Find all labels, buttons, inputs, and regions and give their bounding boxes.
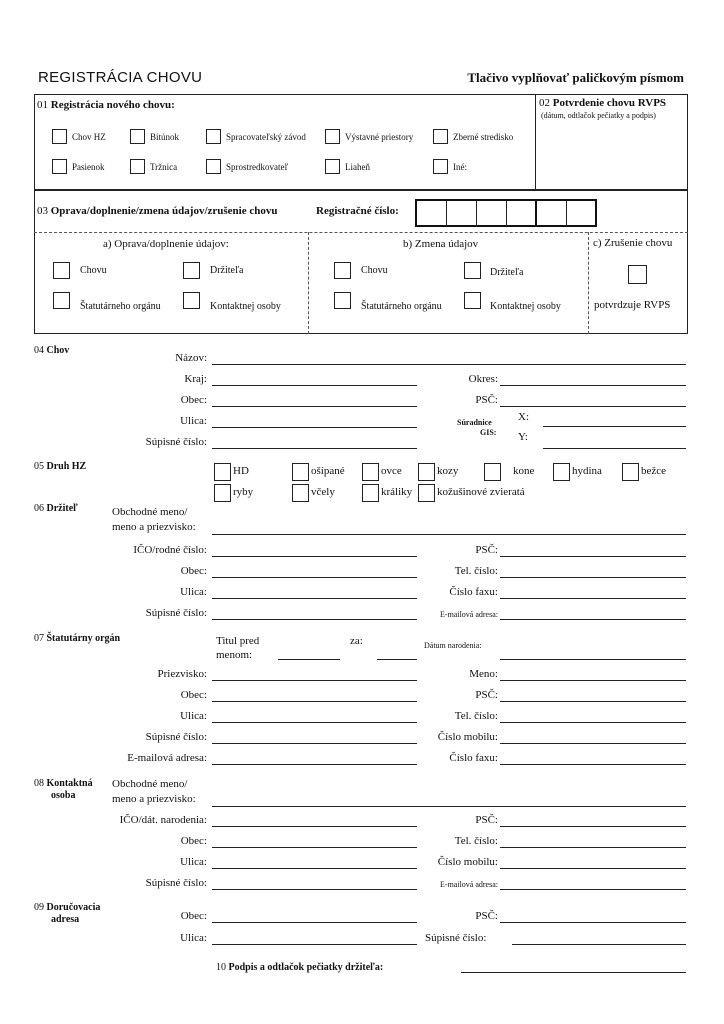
stat-supisne-field[interactable] bbox=[212, 743, 417, 744]
okres-label: Okres: bbox=[468, 373, 498, 385]
dorucovacia-psc-label: PSČ: bbox=[475, 910, 498, 922]
datum-narodenia-label: Dátum narodenia: bbox=[424, 641, 482, 650]
section-title: Držiteľ bbox=[46, 503, 78, 514]
titul-za-label: za: bbox=[350, 635, 363, 647]
kontakt-mobil-label: Číslo mobilu: bbox=[437, 856, 498, 868]
dorucovacia-supisne-field[interactable] bbox=[512, 944, 686, 945]
stat-obec-label: Obec: bbox=[180, 689, 207, 701]
section-number: 05 bbox=[34, 461, 44, 472]
a-kontaktnej-checkbox[interactable] bbox=[183, 292, 200, 309]
ryby-checkbox[interactable] bbox=[214, 484, 231, 502]
drzitel-tel-field[interactable] bbox=[500, 577, 686, 578]
form-title: REGISTRÁCIA CHOVU bbox=[38, 69, 203, 86]
section-10-heading bbox=[216, 963, 383, 973]
supisne-field[interactable] bbox=[212, 448, 417, 449]
stat-ulica-field[interactable] bbox=[212, 722, 417, 723]
sprostredkovatel-checkbox[interactable] bbox=[206, 159, 221, 174]
stat-meno-field[interactable] bbox=[500, 680, 686, 681]
section-01-heading bbox=[37, 100, 175, 111]
drzitel-ico-label: IČO/rodné číslo: bbox=[133, 544, 207, 556]
form-instruction: Tlačivo vyplňovať paličkovým písmom bbox=[467, 70, 684, 85]
a-chovu-label: Chovu bbox=[80, 265, 107, 276]
dorucovacia-ulica-field[interactable] bbox=[212, 944, 417, 945]
nazov-field[interactable] bbox=[212, 364, 686, 365]
section-number: 01 bbox=[37, 99, 48, 111]
b-statutarneho-label: Štatutárneho orgánu bbox=[361, 301, 442, 312]
ulica-field[interactable] bbox=[212, 427, 417, 428]
stat-psc-label: PSČ: bbox=[475, 689, 498, 701]
section-02-note: (dátum, odtlačok pečiatky a podpis) bbox=[541, 111, 656, 120]
section-divider bbox=[535, 94, 536, 190]
stat-priezvisko-label: Priezvisko: bbox=[157, 668, 207, 680]
liahen-label: Liaheň bbox=[345, 162, 370, 172]
kontakt-obec-label: Obec: bbox=[180, 835, 207, 847]
kone-checkbox[interactable] bbox=[484, 463, 501, 481]
section-09-heading bbox=[34, 903, 100, 913]
stat-obec-field[interactable] bbox=[212, 701, 417, 702]
podpis-field[interactable] bbox=[461, 972, 686, 973]
stat-tel-label: Tel. číslo: bbox=[454, 710, 498, 722]
chov-hz-label: Chov HZ bbox=[72, 132, 106, 142]
section-title: Druh HZ bbox=[46, 461, 87, 472]
drzitel-obec-label: Obec: bbox=[180, 565, 207, 577]
section-09-title-2: adresa bbox=[51, 914, 80, 925]
drzitel-fax-field[interactable] bbox=[500, 598, 686, 599]
section-06-heading bbox=[34, 504, 78, 514]
gis-x-field[interactable] bbox=[543, 426, 686, 427]
section-03-heading bbox=[37, 206, 278, 217]
kraliky-label: králiky bbox=[381, 486, 413, 498]
kontakt-supisne-field[interactable] bbox=[212, 889, 417, 890]
titul-label: Titul pred bbox=[216, 635, 260, 647]
ryby-label: ryby bbox=[233, 486, 254, 498]
hydina-label: hydina bbox=[572, 465, 602, 477]
kontakt-obch-label: Obchodné meno/ bbox=[112, 778, 188, 790]
kontakt-supisne-label: Súpisné číslo: bbox=[145, 877, 207, 889]
section-number: 06 bbox=[34, 503, 44, 514]
section-number: 04 bbox=[34, 345, 44, 356]
vystavne-priestory-checkbox[interactable] bbox=[325, 129, 340, 144]
section-title: Registrácia nového chovu: bbox=[50, 99, 175, 111]
section-08-heading bbox=[34, 779, 93, 789]
stat-email-label: E-mailová adresa: bbox=[127, 752, 207, 764]
stat-mobil-label: Číslo mobilu: bbox=[437, 731, 498, 743]
kozy-checkbox[interactable] bbox=[418, 463, 435, 481]
obec-label: Obec: bbox=[180, 394, 207, 406]
kontakt-email-label: E-mailová adresa: bbox=[440, 880, 498, 889]
b-kontaktnej-checkbox[interactable] bbox=[464, 292, 481, 309]
drzitel-ulica-label: Ulica: bbox=[180, 586, 207, 598]
zberne-stredisko-label: Zberné stredisko bbox=[453, 132, 514, 142]
stat-ulica-label: Ulica: bbox=[180, 710, 207, 722]
section-title: Doručovacia bbox=[46, 902, 101, 913]
kone-label: kone bbox=[513, 465, 535, 477]
bitunok-label: Bitúnok bbox=[150, 132, 180, 142]
kraj-label: Kraj: bbox=[184, 373, 207, 385]
drzitel-supisne-label: Súpisné číslo: bbox=[145, 607, 207, 619]
drzitel-tel-label: Tel. číslo: bbox=[454, 565, 498, 577]
stat-tel-field[interactable] bbox=[500, 722, 686, 723]
dorucovacia-psc-field[interactable] bbox=[500, 922, 686, 923]
stat-priezvisko-field[interactable] bbox=[212, 680, 417, 681]
spracovatelsky-zavod-checkbox[interactable] bbox=[206, 129, 221, 144]
a-chovu-checkbox[interactable] bbox=[53, 262, 70, 279]
drzitel-name-field[interactable] bbox=[212, 534, 686, 535]
bitunok-checkbox[interactable] bbox=[130, 129, 145, 144]
section-number: 07 bbox=[34, 633, 44, 644]
section-title: Potvrdenie chovu RVPS bbox=[552, 97, 667, 109]
dorucovacia-ulica-label: Ulica: bbox=[180, 932, 207, 944]
section-number: 08 bbox=[34, 778, 44, 789]
drzitel-obec-field[interactable] bbox=[212, 577, 417, 578]
psc-label: PSČ: bbox=[475, 394, 498, 406]
gis-y-field[interactable] bbox=[543, 448, 686, 449]
b-statutarneho-checkbox[interactable] bbox=[334, 292, 351, 309]
kontakt-psc-field[interactable] bbox=[500, 826, 686, 827]
nazov-label: Názov: bbox=[175, 352, 207, 364]
vcely-checkbox[interactable] bbox=[292, 484, 309, 502]
ovce-label: ovce bbox=[381, 465, 402, 477]
section-title: Chov bbox=[46, 345, 70, 356]
section-title: Oprava/doplnenie/zmena údajov/zrušenie chovu bbox=[50, 205, 278, 217]
section-02-heading bbox=[539, 98, 666, 109]
stat-fax-label: Číslo faxu: bbox=[449, 752, 498, 764]
kontakt-ico-label: IČO/dát. narodenia: bbox=[119, 814, 207, 826]
kontakt-obec-field[interactable] bbox=[212, 847, 417, 848]
titul-label-2: menom: bbox=[216, 649, 253, 661]
kontakt-ulica-label: Ulica: bbox=[180, 856, 207, 868]
section-title: Podpis a odtlačok pečiatky držiteľa: bbox=[228, 962, 384, 973]
c-note: potvrdzuje RVPS bbox=[594, 299, 671, 311]
supisne-label: Súpisné číslo: bbox=[145, 436, 207, 448]
obec-field[interactable] bbox=[212, 406, 417, 407]
kontakt-name-field[interactable] bbox=[212, 806, 686, 807]
osipane-label: ošípané bbox=[311, 465, 345, 477]
gis-label-2: GIS: bbox=[480, 428, 497, 437]
a-statutarneho-checkbox[interactable] bbox=[53, 292, 70, 309]
drzitel-email-label: E-mailová adresa: bbox=[440, 610, 498, 619]
subsection-a-title: a) Oprava/doplnenie údajov: bbox=[103, 238, 229, 250]
section-04-heading bbox=[34, 346, 69, 356]
section-number: 10 bbox=[216, 962, 226, 973]
stat-supisne-label: Súpisné číslo: bbox=[145, 731, 207, 743]
kontakt-psc-label: PSČ: bbox=[475, 814, 498, 826]
dorucovacia-obec-field[interactable] bbox=[212, 922, 417, 923]
drzitel-obch-label-2: meno a priezvisko: bbox=[112, 521, 196, 533]
drzitel-email-field[interactable] bbox=[500, 619, 686, 620]
spracovatelsky-zavod-label: Spracovateľský závod bbox=[226, 132, 306, 142]
dorucovacia-obec-label: Obec: bbox=[180, 910, 207, 922]
drzitel-psc-label: PSČ: bbox=[475, 544, 498, 556]
drzitel-obch-label: Obchodné meno/ bbox=[112, 506, 188, 518]
kozusinove-label: kožušinové zvieratá bbox=[437, 486, 525, 498]
reg-number-field[interactable] bbox=[415, 199, 597, 227]
datum-narodenia-field[interactable] bbox=[500, 659, 686, 660]
ine-checkbox[interactable] bbox=[433, 159, 448, 174]
kontakt-mobil-field[interactable] bbox=[500, 868, 686, 869]
section-number: 09 bbox=[34, 902, 44, 913]
pasienok-label: Pasienok bbox=[72, 162, 105, 172]
gis-y-label: Y: bbox=[518, 431, 528, 443]
drzitel-fax-label: Číslo faxu: bbox=[449, 586, 498, 598]
titul-pred-field[interactable] bbox=[278, 659, 340, 660]
b-drzitela-label: Držiteľa bbox=[490, 267, 524, 278]
reg-number-label: Registračné číslo: bbox=[316, 205, 399, 217]
ulica-label: Ulica: bbox=[180, 415, 207, 427]
section-07-heading bbox=[34, 634, 120, 644]
section-03-dash bbox=[34, 232, 688, 233]
stat-fax-field[interactable] bbox=[500, 764, 686, 765]
subsection-b-title: b) Zmena údajov bbox=[403, 238, 479, 250]
liahen-checkbox[interactable] bbox=[325, 159, 340, 174]
stat-meno-label: Meno: bbox=[469, 668, 498, 680]
hd-label: HD bbox=[233, 465, 249, 477]
drzitel-psc-field[interactable] bbox=[500, 556, 686, 557]
zberne-stredisko-checkbox[interactable] bbox=[433, 129, 448, 144]
a-drzitela-checkbox[interactable] bbox=[183, 262, 200, 279]
b-chovu-checkbox[interactable] bbox=[334, 262, 351, 279]
drzitel-supisne-field[interactable] bbox=[212, 619, 417, 620]
sprostredkovatel-label: Sprostredkovateľ bbox=[226, 162, 289, 172]
psc-field[interactable] bbox=[500, 406, 686, 407]
a-kontaktnej-label: Kontaktnej osoby bbox=[210, 301, 281, 312]
b-drzitela-checkbox[interactable] bbox=[464, 262, 481, 279]
vcely-label: včely bbox=[311, 486, 335, 498]
bezce-label: bežce bbox=[641, 465, 667, 477]
section-03-vdash-1 bbox=[308, 232, 309, 334]
drzitel-ico-field[interactable] bbox=[212, 556, 417, 557]
hd-checkbox[interactable] bbox=[214, 463, 231, 481]
kraj-field[interactable] bbox=[212, 385, 417, 386]
kozy-label: kozy bbox=[437, 465, 459, 477]
gis-label: Súradnice bbox=[457, 418, 492, 427]
bezce-checkbox[interactable] bbox=[622, 463, 639, 481]
titul-za-field[interactable] bbox=[377, 659, 417, 660]
vystavne-priestory-label: Výstavné priestory bbox=[345, 132, 414, 142]
section-08-title-2: osoba bbox=[51, 790, 76, 801]
drzitel-ulica-field[interactable] bbox=[212, 598, 417, 599]
kontakt-obch-label-2: meno a priezvisko: bbox=[112, 793, 196, 805]
b-chovu-label: Chovu bbox=[361, 265, 388, 276]
section-title: Štatutárny orgán bbox=[46, 633, 121, 644]
osipane-checkbox[interactable] bbox=[292, 463, 309, 481]
gis-x-label: X: bbox=[518, 411, 529, 423]
pasienok-checkbox[interactable] bbox=[52, 159, 67, 174]
ovce-checkbox[interactable] bbox=[362, 463, 379, 481]
kontakt-tel-field[interactable] bbox=[500, 847, 686, 848]
stat-mobil-field[interactable] bbox=[500, 743, 686, 744]
b-kontaktnej-label: Kontaktnej osoby bbox=[490, 301, 561, 312]
hydina-checkbox[interactable] bbox=[553, 463, 570, 481]
kozusinove-checkbox[interactable] bbox=[418, 484, 435, 502]
trznica-checkbox[interactable] bbox=[130, 159, 145, 174]
section-title: Kontaktná bbox=[46, 778, 93, 789]
stat-psc-field[interactable] bbox=[500, 701, 686, 702]
kontakt-email-field[interactable] bbox=[500, 889, 686, 890]
kontakt-tel-label: Tel. číslo: bbox=[454, 835, 498, 847]
c-zrusenie-checkbox[interactable] bbox=[628, 265, 647, 284]
subsection-c-title: c) Zrušenie chovu bbox=[593, 237, 673, 249]
dorucovacia-supisne-label: Súpisné číslo: bbox=[425, 932, 487, 944]
section-05-heading bbox=[34, 462, 86, 472]
a-statutarneho-label: Štatutárneho orgánu bbox=[80, 301, 161, 312]
trznica-label: Tržnica bbox=[150, 162, 178, 172]
kontakt-ico-field[interactable] bbox=[212, 826, 417, 827]
section-03-vdash-2 bbox=[588, 232, 589, 334]
stat-email-field[interactable] bbox=[212, 764, 417, 765]
ine-label: Iné: bbox=[453, 162, 467, 172]
okres-field[interactable] bbox=[500, 385, 686, 386]
chov-hz-checkbox[interactable] bbox=[52, 129, 67, 144]
section-number: 02 bbox=[539, 97, 550, 109]
section-number: 03 bbox=[37, 205, 48, 217]
a-drzitela-label: Držiteľa bbox=[210, 265, 244, 276]
kontakt-ulica-field[interactable] bbox=[212, 868, 417, 869]
kraliky-checkbox[interactable] bbox=[362, 484, 379, 502]
